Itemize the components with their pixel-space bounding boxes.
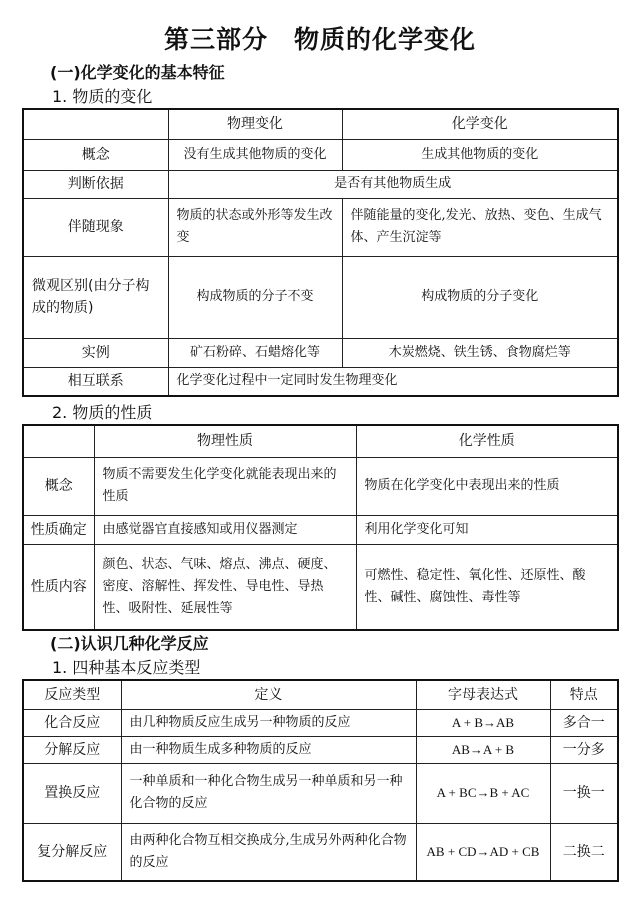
row-label-micro: 微观区别(由分子构成的物质) (23, 256, 168, 338)
reaction-types-table (22, 679, 619, 882)
row-label-determine: 性质确定 (23, 515, 94, 544)
header-feature: 特点 (550, 680, 618, 709)
cell-criterion: 是否有其他物质生成 (168, 170, 618, 198)
table-row (23, 736, 618, 763)
cell-physical-concept: 没有生成其他物质的变化 (168, 139, 342, 170)
row-label-phenomena: 伴随现象 (23, 198, 168, 256)
reaction-type: 复分解反应 (23, 823, 121, 881)
reaction-formula: A + BC→B + AC (416, 763, 550, 823)
reaction-feature: 二换二 (550, 823, 618, 881)
cell-physical-micro: 构成物质的分子不变 (168, 256, 342, 338)
reaction-definition: 由一种物质生成多种物质的反应 (121, 736, 416, 763)
reaction-types-heading: 1. 四种基本反应类型 (52, 658, 201, 677)
reaction-feature: 一换一 (550, 763, 618, 823)
row-label-content: 性质内容 (23, 544, 94, 630)
sub1-heading: 1. 物质的变化 (52, 87, 153, 106)
reaction-formula: AB + CD→AD + CB (416, 823, 550, 881)
section2-heading: (二)认识几种化学反应 (50, 634, 209, 653)
table-header-empty (23, 109, 168, 139)
cell-physical-property-concept: 物质不需要发生化学变化就能表现出来的性质 (94, 457, 356, 515)
part-label: 第三部分 (163, 25, 268, 54)
reaction-definition: 由几种物质反应生成另一种物质的反应 (121, 709, 416, 736)
row-label-criterion: 判断依据 (23, 170, 168, 198)
table-header-empty (23, 425, 94, 457)
table-row (23, 763, 618, 823)
table-row (23, 338, 618, 367)
table-row (23, 823, 618, 881)
reaction-formula: AB→A + B (416, 736, 550, 763)
header-chemical-property: 化学性质 (356, 425, 618, 457)
header-formula: 字母表达式 (416, 680, 550, 709)
row-label-concept: 概念 (23, 139, 168, 170)
cell-chemical-determine: 利用化学变化可知 (356, 515, 618, 544)
cell-chemical-micro: 构成物质的分子变化 (342, 256, 618, 338)
part-name: 物质的化学变化 (294, 25, 477, 54)
matter-property-table (22, 424, 619, 631)
header-physical-property: 物理性质 (94, 425, 356, 457)
reaction-formula: A + B→AB (416, 709, 550, 736)
cell-physical-content: 颜色、状态、气味、熔点、沸点、硬度、密度、溶解性、挥发性、导电性、导热性、吸附性、延展性等 (94, 544, 356, 630)
cell-chemical-content: 可燃性、稳定性、氧化性、还原性、酸性、碱性、腐蚀性、毒性等 (356, 544, 618, 630)
row-label-property-concept: 概念 (23, 457, 94, 515)
table-row (23, 256, 618, 338)
row-label-example: 实例 (23, 338, 168, 367)
cell-physical-phenomena: 物质的状态或外形等发生改变 (168, 198, 342, 256)
reaction-feature: 一分多 (550, 736, 618, 763)
sub2-heading: 2. 物质的性质 (52, 403, 153, 422)
row-label-relation: 相互联系 (23, 367, 168, 396)
header-chemical-change: 化学变化 (342, 109, 618, 139)
cell-chemical-property-concept: 物质在化学变化中表现出来的性质 (356, 457, 618, 515)
reaction-feature: 多合一 (550, 709, 618, 736)
header-reaction-type: 反应类型 (23, 680, 121, 709)
table-row (23, 139, 618, 170)
table-row (23, 544, 618, 630)
matter-change-table (22, 108, 619, 397)
reaction-definition: 由两种化合物互相交换成分,生成另外两种化合物的反应 (121, 823, 416, 881)
table-row (23, 515, 618, 544)
section1-heading: (一)化学变化的基本特征 (50, 63, 225, 82)
cell-chemical-example: 木炭燃烧、铁生锈、食物腐烂等 (342, 338, 618, 367)
header-physical-change: 物理变化 (168, 109, 342, 139)
cell-physical-determine: 由感觉器官直接感知或用仪器测定 (94, 515, 356, 544)
reaction-type: 置换反应 (23, 763, 121, 823)
page-title (0, 20, 640, 56)
cell-chemical-phenomena: 伴随能量的变化,发光、放热、变色、生成气体、产生沉淀等 (342, 198, 618, 256)
table-row (23, 198, 618, 256)
reaction-type: 化合反应 (23, 709, 121, 736)
table-row (23, 367, 618, 396)
reaction-type: 分解反应 (23, 736, 121, 763)
cell-physical-example: 矿石粉碎、石蜡熔化等 (168, 338, 342, 367)
cell-relation: 化学变化过程中一定同时发生物理变化 (168, 367, 618, 396)
table-row (23, 170, 618, 198)
reaction-definition: 一种单质和一种化合物生成另一种单质和另一种化合物的反应 (121, 763, 416, 823)
cell-chemical-concept: 生成其他物质的变化 (342, 139, 618, 170)
table-row (23, 457, 618, 515)
table-row (23, 709, 618, 736)
header-definition: 定义 (121, 680, 416, 709)
